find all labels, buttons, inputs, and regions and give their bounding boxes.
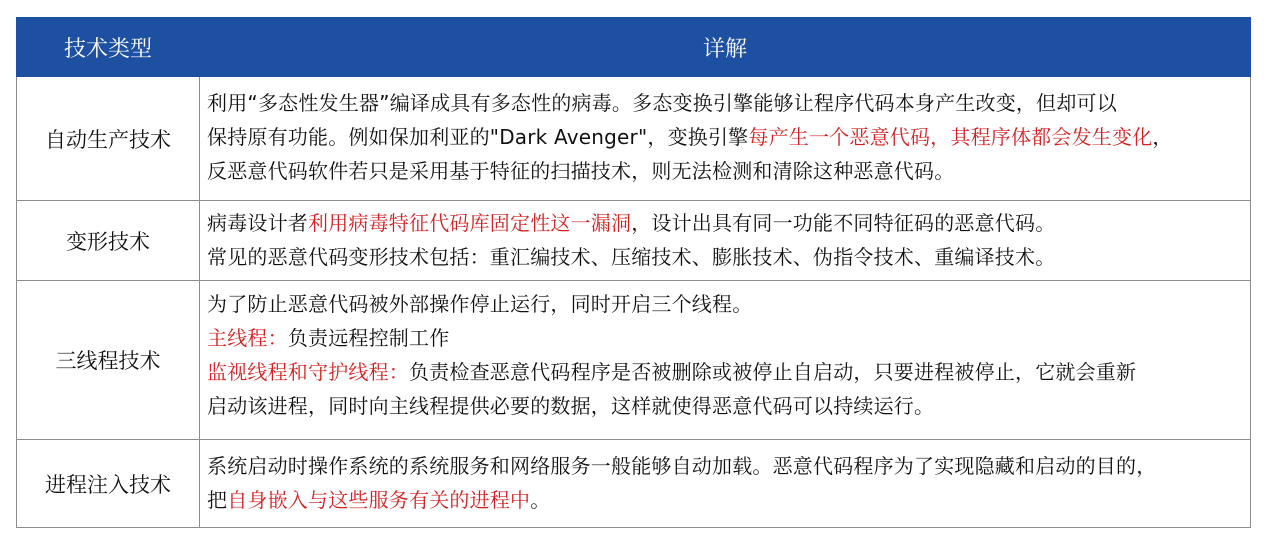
technique-table: [16, 17, 1251, 528]
technique-detail-cell: [200, 281, 1251, 440]
detail-line: [207, 240, 1244, 274]
technique-detail-cell: [200, 440, 1251, 528]
table-row: [17, 77, 1251, 201]
detail-text: 常见的恶意代码变形技术包括：重汇编技术、压缩技术、膨胀技术、伪指令技术、重编译技术。: [207, 245, 1056, 269]
detail-text: 反恶意代码软件若只是采用基于特征的扫描技术，则无法检测和清除这种恶意代码。: [207, 159, 955, 183]
detail-text: 为了防止恶意代码被外部操作停止运行，同时开启三个线程。: [207, 292, 753, 316]
detail-text: 利用“多态性发生器”编译成具有多态性的病毒。多态变换引擎能够让程序代码本身产生改变，但却可以: [207, 91, 1117, 115]
technique-detail-cell: [200, 77, 1251, 201]
highlighted-text: 自身嵌入与这些服务有关的进程中: [227, 488, 531, 512]
technique-type-cell: 自动生产技术: [17, 77, 200, 201]
detail-text: 系统启动时操作系统的系统服务和网络服务一般能够自动加载。恶意代码程序为了实现隐藏和启动的目的，: [207, 454, 1157, 478]
highlighted-text: 主线程：: [207, 326, 288, 350]
table-row: [17, 281, 1251, 440]
detail-text: ，: [1152, 125, 1173, 149]
detail-line: [207, 355, 1244, 389]
header-type: 技术类型: [17, 18, 200, 77]
detail-text: 病毒设计者: [207, 211, 308, 235]
detail-text: 保持原有功能。例如保加利亚的"Dark Avenger"，变换引擎: [207, 125, 749, 149]
table-row: [17, 440, 1251, 528]
detail-line: [207, 86, 1244, 120]
highlighted-text: 每产生一个恶意代码，其程序体都会发生变化: [748, 125, 1153, 149]
detail-text: 把: [207, 488, 228, 512]
detail-line: [207, 483, 1244, 517]
detail-text: 负责远程控制工作: [287, 326, 450, 350]
detail-text: 负责检查恶意代码程序是否被删除或被停止自启动，只要进程被停止，它就会重新: [409, 360, 1137, 384]
table-row: [17, 201, 1251, 281]
highlighted-text: 利用病毒特征代码库固定性这一漏洞: [308, 211, 632, 235]
technique-type-cell: 变形技术: [17, 201, 200, 281]
detail-text: ，设计出具有同一功能不同特征码的恶意代码。: [631, 211, 1056, 235]
detail-line: [207, 389, 1244, 423]
header-detail: 详解: [200, 18, 1251, 77]
technique-type-cell: 三线程技术: [17, 281, 200, 440]
detail-text: 。: [530, 488, 551, 512]
detail-line: [207, 449, 1244, 483]
technique-type-cell: 进程注入技术: [17, 440, 200, 528]
detail-line: [207, 120, 1244, 154]
detail-text: 启动该进程，同时向主线程提供必要的数据，这样就使得恶意代码可以持续运行。: [207, 394, 935, 418]
technique-detail-cell: [200, 201, 1251, 281]
detail-line: [207, 154, 1244, 188]
table-header-row: [17, 18, 1251, 77]
detail-line: [207, 206, 1244, 240]
highlighted-text: 监视线程和守护线程：: [207, 360, 409, 384]
detail-line: [207, 287, 1244, 321]
detail-line: [207, 321, 1244, 355]
